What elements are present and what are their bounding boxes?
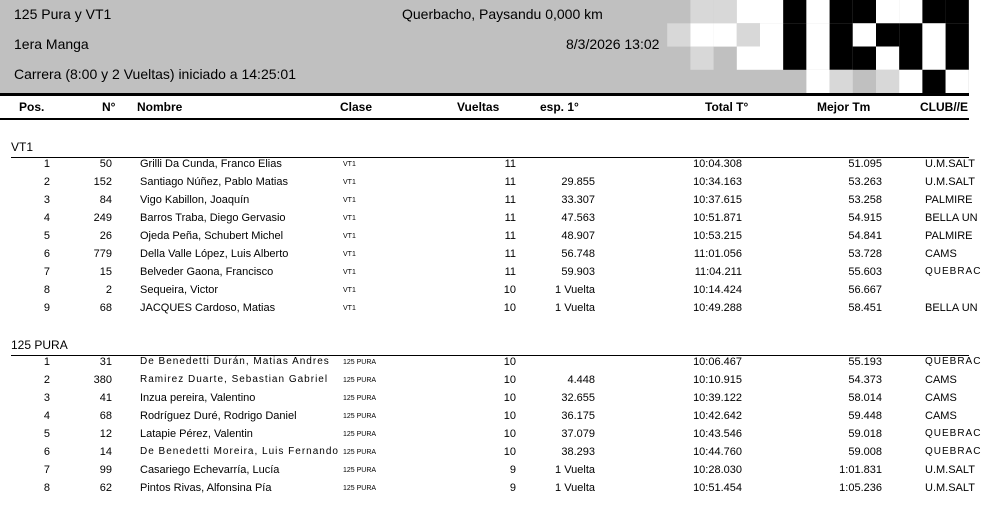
position-cell: 8 bbox=[43, 482, 50, 494]
laps-cell: 10 bbox=[503, 374, 516, 386]
best-lap-cell: 1:01.831 bbox=[839, 464, 882, 476]
laps-cell: 10 bbox=[503, 302, 516, 314]
class-cell: VT1 bbox=[343, 305, 356, 312]
number-cell: 68 bbox=[99, 410, 112, 422]
class-cell: 125 PURA bbox=[343, 395, 377, 402]
total-time-cell: 10:10.915 bbox=[693, 374, 742, 386]
class-cell: 125 PURA bbox=[343, 467, 377, 474]
class-cell: 125 PURA bbox=[343, 485, 377, 492]
total-time-cell: 10:49.288 bbox=[693, 302, 742, 314]
total-time-cell: 10:43.546 bbox=[693, 428, 742, 440]
class-cell: 125 PURA bbox=[343, 431, 377, 438]
report-header bbox=[0, 0, 969, 93]
table-row bbox=[0, 464, 975, 482]
total-time-cell: 10:51.871 bbox=[693, 212, 742, 224]
gap-cell: 1 Vuelta bbox=[555, 302, 595, 314]
col-total: Total T° bbox=[705, 100, 749, 114]
laps-cell: 10 bbox=[503, 356, 516, 368]
club-cell: U.M.SALT bbox=[925, 482, 975, 494]
name-cell: Rodríguez Duré, Rodrigo Daniel bbox=[140, 410, 297, 422]
gap-cell: 36.175 bbox=[561, 410, 595, 422]
number-cell: 50 bbox=[99, 158, 112, 170]
gap-cell: 33.307 bbox=[561, 194, 595, 206]
gap-cell: 32.655 bbox=[561, 392, 595, 404]
best-lap-cell: 55.193 bbox=[848, 356, 882, 368]
best-lap-cell: 58.451 bbox=[848, 302, 882, 314]
club-cell: CAMS bbox=[925, 410, 957, 422]
event-title: 125 Pura y VT1 bbox=[14, 6, 112, 22]
laps-cell: 11 bbox=[504, 212, 516, 224]
position-cell: 6 bbox=[43, 248, 50, 260]
best-lap-cell: 54.373 bbox=[848, 374, 882, 386]
club-cell: QUEBRAC bbox=[925, 446, 981, 457]
total-time-cell: 11:01.056 bbox=[693, 248, 742, 260]
name-cell: Belveder Gaona, Francisco bbox=[140, 266, 274, 278]
position-cell: 4 bbox=[43, 410, 50, 422]
table-row bbox=[0, 392, 969, 410]
class-cell: VT1 bbox=[343, 269, 356, 276]
total-time-cell: 10:06.467 bbox=[693, 356, 742, 368]
class-cell: VT1 bbox=[343, 251, 356, 258]
gap-cell: 48.907 bbox=[561, 230, 595, 242]
table-row bbox=[0, 230, 973, 248]
table-row bbox=[0, 248, 969, 266]
best-lap-cell: 58.014 bbox=[848, 392, 882, 404]
number-cell: 15 bbox=[99, 266, 112, 278]
number-cell: 62 bbox=[99, 482, 112, 494]
table-row bbox=[0, 158, 975, 176]
gap-cell: 1 Vuelta bbox=[555, 284, 595, 296]
name-cell: De Benedetti Durán, Matias Andres bbox=[140, 356, 330, 367]
club-cell: CAMS bbox=[925, 248, 957, 260]
position-cell: 4 bbox=[43, 212, 50, 224]
best-lap-cell: 54.841 bbox=[848, 230, 882, 242]
best-lap-cell: 55.603 bbox=[848, 266, 882, 278]
table-row bbox=[0, 266, 981, 284]
race-info: Carrera (8:00 y 2 Vueltas) iniciado a 14:25:01 bbox=[14, 66, 296, 82]
total-time-cell: 10:28.030 bbox=[693, 464, 742, 476]
best-lap-cell: 53.728 bbox=[848, 248, 882, 260]
column-header-divider bbox=[0, 118, 969, 120]
total-time-cell: 10:44.760 bbox=[693, 446, 742, 458]
total-time-cell: 10:37.615 bbox=[693, 194, 742, 206]
class-cell: 125 PURA bbox=[343, 413, 377, 420]
col-pos: Pos. bbox=[19, 100, 45, 114]
position-cell: 1 bbox=[43, 158, 50, 170]
position-cell: 9 bbox=[43, 302, 50, 314]
laps-cell: 10 bbox=[503, 284, 516, 296]
number-cell: 380 bbox=[93, 374, 112, 386]
table-row bbox=[0, 176, 975, 194]
name-cell: Pintos Rivas, Alfonsina Pía bbox=[140, 482, 272, 494]
table-row bbox=[0, 374, 969, 392]
header-divider bbox=[0, 93, 969, 96]
club-cell: BELLA UN bbox=[925, 212, 978, 224]
name-cell: Della Valle López, Luis Alberto bbox=[140, 248, 289, 260]
number-cell: 779 bbox=[93, 248, 112, 260]
class-cell: VT1 bbox=[343, 197, 356, 204]
class-cell: VT1 bbox=[343, 287, 356, 294]
club-cell: BELLA UN bbox=[925, 302, 978, 314]
laps-cell: 11 bbox=[504, 194, 516, 206]
best-lap-cell: 56.667 bbox=[848, 284, 882, 296]
class-cell: VT1 bbox=[343, 215, 356, 222]
best-lap-cell: 59.008 bbox=[848, 446, 882, 458]
laps-cell: 9 bbox=[509, 482, 516, 494]
name-cell: Casariego Echevarría, Lucía bbox=[140, 464, 280, 476]
name-cell: Inzua pereira, Valentino bbox=[140, 392, 256, 404]
section-title: 125 PURA bbox=[11, 338, 68, 352]
gap-cell: 1 Vuelta bbox=[555, 464, 595, 476]
number-cell: 41 bbox=[99, 392, 112, 404]
number-cell: 26 bbox=[99, 230, 112, 242]
section-title: VT1 bbox=[11, 140, 34, 154]
col-laps: Vueltas bbox=[457, 100, 500, 114]
laps-cell: 10 bbox=[503, 428, 516, 440]
number-cell: 152 bbox=[93, 176, 112, 188]
position-cell: 5 bbox=[43, 230, 50, 242]
number-cell: 84 bbox=[99, 194, 112, 206]
name-cell: Barros Traba, Diego Gervasio bbox=[140, 212, 286, 224]
laps-cell: 10 bbox=[503, 410, 516, 422]
club-cell: CAMS bbox=[925, 392, 957, 404]
position-cell: 5 bbox=[43, 428, 50, 440]
col-num: N° bbox=[102, 100, 116, 114]
gap-cell: 59.903 bbox=[561, 266, 595, 278]
col-best: Mejor Tm bbox=[817, 100, 871, 114]
gap-cell: 1 Vuelta bbox=[555, 482, 595, 494]
position-cell: 7 bbox=[43, 266, 50, 278]
number-cell: 12 bbox=[99, 428, 112, 440]
col-name: Nombre bbox=[137, 100, 183, 114]
number-cell: 99 bbox=[99, 464, 112, 476]
number-cell: 31 bbox=[99, 356, 112, 368]
club-cell: U.M.SALT bbox=[925, 158, 975, 170]
club-cell: PALMIRE bbox=[925, 230, 973, 242]
total-time-cell: 10:42.642 bbox=[693, 410, 742, 422]
gap-cell: 37.079 bbox=[561, 428, 595, 440]
total-time-cell: 10:34.163 bbox=[693, 176, 742, 188]
best-lap-cell: 53.258 bbox=[848, 194, 882, 206]
laps-cell: 11 bbox=[504, 248, 516, 260]
total-time-cell: 10:14.424 bbox=[693, 284, 742, 296]
laps-cell: 11 bbox=[504, 230, 516, 242]
checkered-flag-icon bbox=[644, 0, 969, 93]
name-cell: De Benedetti Moreira, Luis Fernando bbox=[140, 446, 339, 457]
best-lap-cell: 1:05.236 bbox=[839, 482, 882, 494]
class-cell: 125 PURA bbox=[343, 377, 377, 384]
club-cell: CAMS bbox=[925, 374, 957, 386]
name-cell: Grilli Da Cunda, Franco Elias bbox=[140, 158, 282, 170]
position-cell: 3 bbox=[43, 392, 50, 404]
col-gap: esp. 1° bbox=[540, 100, 579, 114]
report-datetime: 8/3/2026 13:02 bbox=[566, 36, 660, 52]
total-time-cell: 10:53.215 bbox=[693, 230, 742, 242]
laps-cell: 11 bbox=[504, 158, 516, 170]
club-cell: PALMIRE bbox=[925, 194, 973, 206]
total-time-cell: 10:51.454 bbox=[693, 482, 742, 494]
position-cell: 3 bbox=[43, 194, 50, 206]
club-cell: QUEBRAC bbox=[925, 428, 981, 439]
name-cell: Ojeda Peña, Schubert Michel bbox=[140, 230, 284, 242]
best-lap-cell: 54.915 bbox=[848, 212, 882, 224]
table-row bbox=[0, 356, 981, 374]
position-cell: 2 bbox=[43, 176, 50, 188]
best-lap-cell: 51.095 bbox=[848, 158, 882, 170]
table-row bbox=[0, 302, 978, 320]
name-cell: Latapie Pérez, Valentin bbox=[140, 428, 253, 440]
table-row bbox=[0, 482, 975, 500]
total-time-cell: 10:39.122 bbox=[693, 392, 742, 404]
position-cell: 1 bbox=[43, 356, 50, 368]
gap-cell: 56.748 bbox=[561, 248, 595, 260]
col-club: CLUB//E bbox=[920, 100, 968, 114]
gap-cell: 38.293 bbox=[561, 446, 595, 458]
club-cell: QUEBRAC bbox=[925, 356, 981, 367]
position-cell: 7 bbox=[43, 464, 50, 476]
class-cell: VT1 bbox=[343, 161, 356, 168]
gap-cell: 29.855 bbox=[561, 176, 595, 188]
laps-cell: 10 bbox=[503, 392, 516, 404]
class-cell: 125 PURA bbox=[343, 359, 377, 366]
name-cell: Sequeira, Victor bbox=[140, 284, 219, 296]
club-cell: U.M.SALT bbox=[925, 176, 975, 188]
number-cell: 68 bbox=[99, 302, 112, 314]
number-cell: 14 bbox=[99, 446, 112, 458]
best-lap-cell: 59.448 bbox=[848, 410, 882, 422]
class-cell: VT1 bbox=[343, 179, 356, 186]
session-title: 1era Manga bbox=[14, 36, 89, 52]
laps-cell: 10 bbox=[503, 446, 516, 458]
class-cell: VT1 bbox=[343, 233, 356, 240]
col-clase: Clase bbox=[340, 100, 373, 114]
position-cell: 8 bbox=[43, 284, 50, 296]
table-row bbox=[0, 428, 981, 446]
total-time-cell: 10:04.308 bbox=[693, 158, 742, 170]
table-row bbox=[0, 194, 973, 212]
best-lap-cell: 53.263 bbox=[848, 176, 882, 188]
table-row bbox=[0, 212, 978, 230]
name-cell: Vigo Kabillon, Joaquín bbox=[140, 194, 250, 206]
laps-cell: 11 bbox=[504, 266, 516, 278]
gap-cell: 47.563 bbox=[561, 212, 595, 224]
laps-cell: 11 bbox=[504, 176, 516, 188]
club-cell: QUEBRAC bbox=[925, 266, 981, 277]
name-cell: JACQUES Cardoso, Matias bbox=[140, 302, 276, 314]
table-row bbox=[0, 410, 969, 428]
location-text: Querbacho, Paysandu 0,000 km bbox=[402, 6, 603, 22]
name-cell: Santiago Núñez, Pablo Matias bbox=[140, 176, 288, 188]
number-cell: 249 bbox=[93, 212, 112, 224]
laps-cell: 9 bbox=[509, 464, 516, 476]
table-row bbox=[0, 446, 981, 464]
best-lap-cell: 59.018 bbox=[848, 428, 882, 440]
position-cell: 2 bbox=[43, 374, 50, 386]
total-time-cell: 11:04.211 bbox=[694, 266, 742, 278]
club-cell: U.M.SALT bbox=[925, 464, 975, 476]
number-cell: 2 bbox=[105, 284, 112, 296]
table-row bbox=[0, 284, 969, 302]
class-cell: 125 PURA bbox=[343, 449, 377, 456]
position-cell: 6 bbox=[43, 446, 50, 458]
gap-cell: 4.448 bbox=[567, 374, 595, 386]
name-cell: Ramirez Duarte, Sebastian Gabriel bbox=[140, 374, 329, 385]
